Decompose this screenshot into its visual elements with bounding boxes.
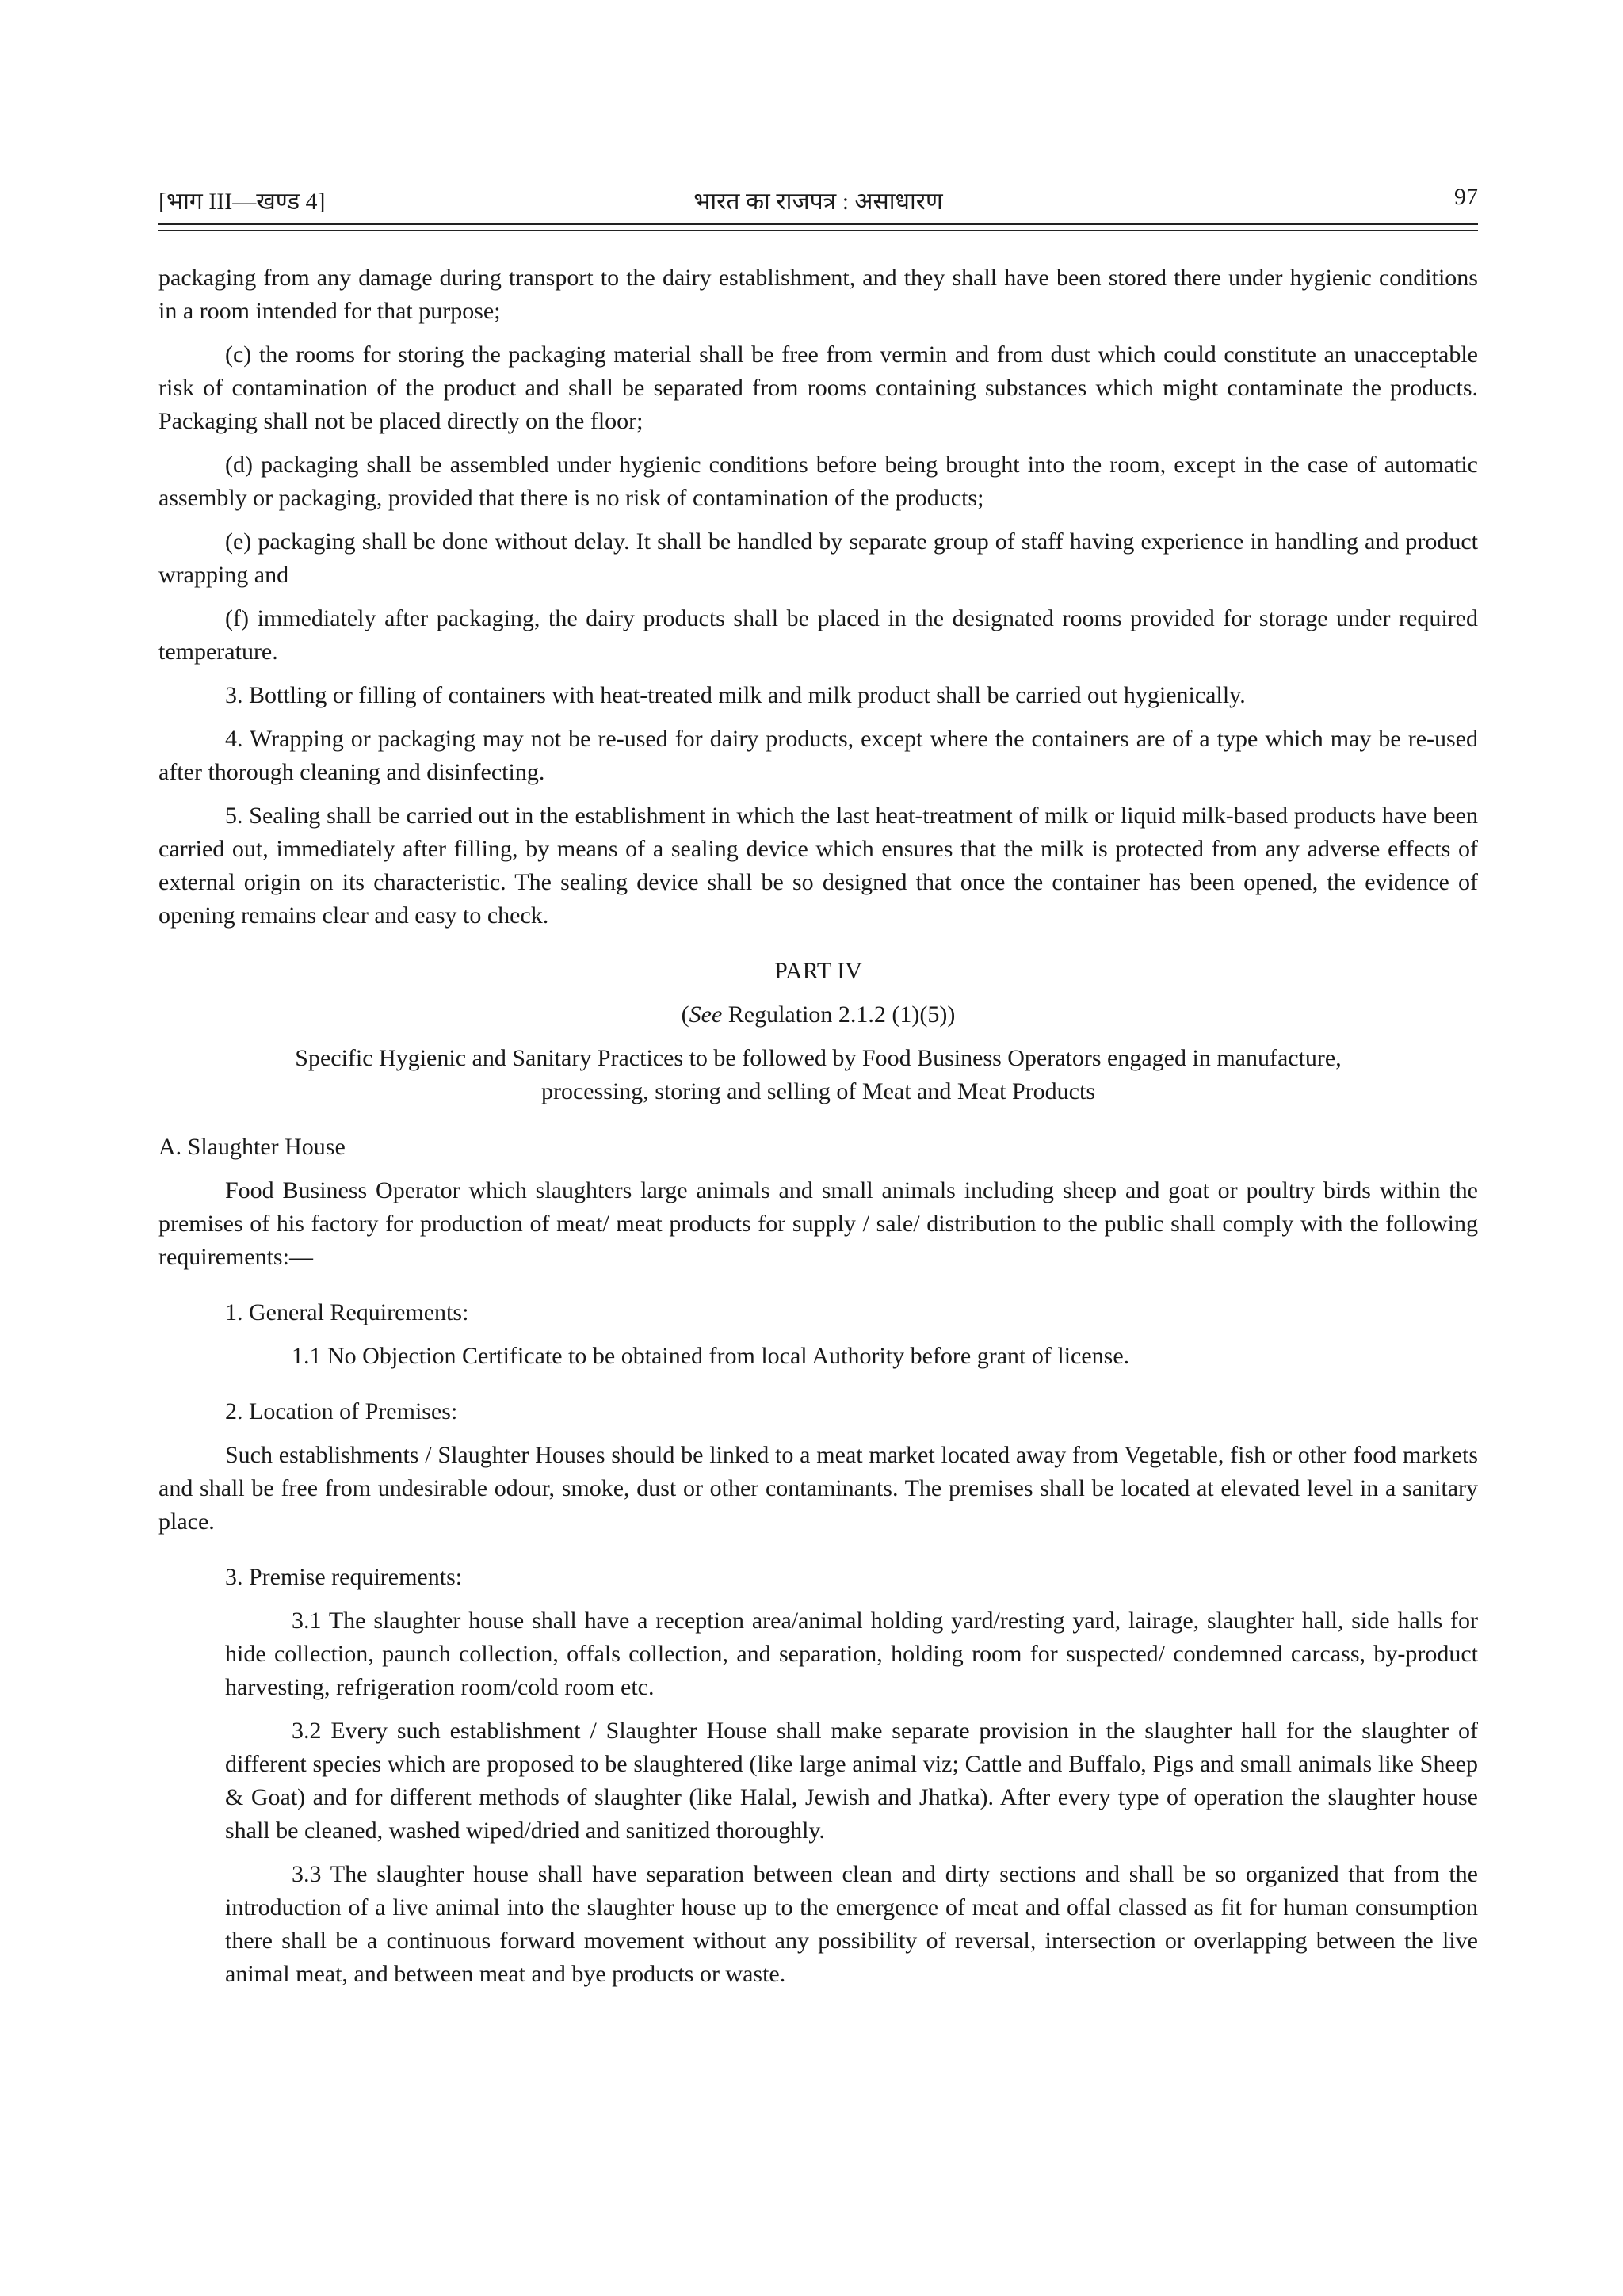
see-word: See [689, 1001, 723, 1028]
general-requirements-title: 1. General Requirements: [225, 1299, 469, 1325]
premise-requirement-3-2: 3.2 Every such establishment / Slaughter House shall make separate provision in the slaughter hall for the slaughter of different species which are proposed to be slaughtered (like large animal viz; Cattle and Buffalo, Pigs and small animals like Sheep & Goat) and for different methods of slaughter (like Halal, Jewish and Jhatka). After every type of operation the slaughter house shall be cleaned, washed wiped/dried and sanitized thoroughly. [225, 1718, 1478, 1844]
location-premises-text: Such establishments / Slaughter Houses should be linked to a meat market located away from Vegetable, fish or other food markets and shall be free from undesirable odour, smoke, dust or other contaminants. The premises shall be located at elevated level in a sanitary place. [158, 1442, 1478, 1535]
header-rule-thin [158, 230, 1478, 231]
location-premises-title: 2. Location of Premises: [225, 1398, 458, 1425]
paragraph-3-bottling: 3. Bottling or filling of containers with heat-treated milk and milk product shall be carried out hygienically. [225, 682, 1246, 708]
regulation-text: Regulation 2.1.2 (1)(5)) [727, 1001, 956, 1028]
premise-requirement-3-1: 3.1 The slaughter house shall have a reception area/animal holding yard/resting yard, lairage, slaughter hall, side halls for hide collection, paunch collection, offals collection, and separation, holding room for suspected/ condemned carcass, by-product harvesting, refrigeration room/cold room etc. [225, 1608, 1478, 1700]
header-part-section: [भाग III—खण्ड 4] [158, 189, 326, 215]
paragraph-item-f: (f) immediately after packaging, the dairy products shall be placed in the designated rooms provided for storage under required temperature. [158, 605, 1478, 665]
open-paren: ( [681, 1001, 689, 1028]
general-requirement-1-1: 1.1 No Objection Certificate to be obtained from local Authority before grant of license. [292, 1343, 1130, 1369]
section-a-title: A. Slaughter House [158, 1134, 346, 1160]
header-gazette-title: भारत का राजपत्र : असाधारण [693, 189, 943, 215]
paragraph-5-sealing: 5. Sealing shall be carried out in the establishment in which the last heat-treatment of milk or liquid milk-based products have been carried out, immediately after filling, by means of a sealing device which ensures that the milk is protected from any adverse effects of external origin on its characteristic. The sealing device shall be so designed that once the container has been opened, the evidence of opening remains clear and easy to check. [158, 803, 1478, 929]
part-regulation-reference [158, 998, 1478, 1032]
paragraph-4-wrapping: 4. Wrapping or packaging may not be re-used for dairy products, except where the containers are of a type which may be re-used after thorough cleaning and disinfecting. [158, 726, 1478, 785]
paragraph-item-d: (d) packaging shall be assembled under hygienic conditions before being brought into the room, except in the case of automatic assembly or packaging, provided that there is no risk of contamination of the products; [158, 452, 1478, 511]
page-header [158, 184, 1478, 219]
paragraph-item-c: (c) the rooms for storing the packaging material shall be free from vermin and from dust which could constitute an unacceptable risk of contamination of the product and shall be separated from rooms containing substances which might contaminate the products. Packaging shall not be placed directly on the floor; [158, 341, 1478, 434]
page-number: 97 [1454, 184, 1478, 210]
header-rule-thick [158, 223, 1478, 225]
paragraph-item-e: (e) packaging shall be done without delay. It shall be handled by separate group of staff having experience in handling and product wrapping and [158, 528, 1478, 588]
premise-requirement-3-3: 3.3 The slaughter house shall have separation between clean and dirty sections and shall be so organized that from the introduction of a live animal into the slaughter house up to the emergence of meat and offal classed as fit for human consumption there shall be a continuous forward movement without any possibility of reversal, intersection or overlapping between the live animal meat, and between meat and bye products or waste. [225, 1861, 1478, 1987]
part-heading-line-1: Specific Hygienic and Sanitary Practices to be followed by Food Business Operators engaged in manufacture, [295, 1045, 1342, 1071]
paragraph-packaging-continued: packaging from any damage during transport to the dairy establishment, and they shall have been stored there under hygienic conditions in a room intended for that purpose; [158, 265, 1478, 324]
part-heading-line-2: processing, storing and selling of Meat and Meat Products [540, 1078, 1096, 1104]
page-body [158, 261, 1478, 2001]
premise-requirements-title: 3. Premise requirements: [225, 1564, 463, 1590]
section-a-intro: Food Business Operator which slaughters large animals and small animals including sheep and goat or poultry birds within the premises of his factory for production of meat/ meat products for supply / sale/ distribution to the public shall comply with the following requirements:— [158, 1177, 1478, 1270]
part-title: PART IV [774, 958, 862, 984]
